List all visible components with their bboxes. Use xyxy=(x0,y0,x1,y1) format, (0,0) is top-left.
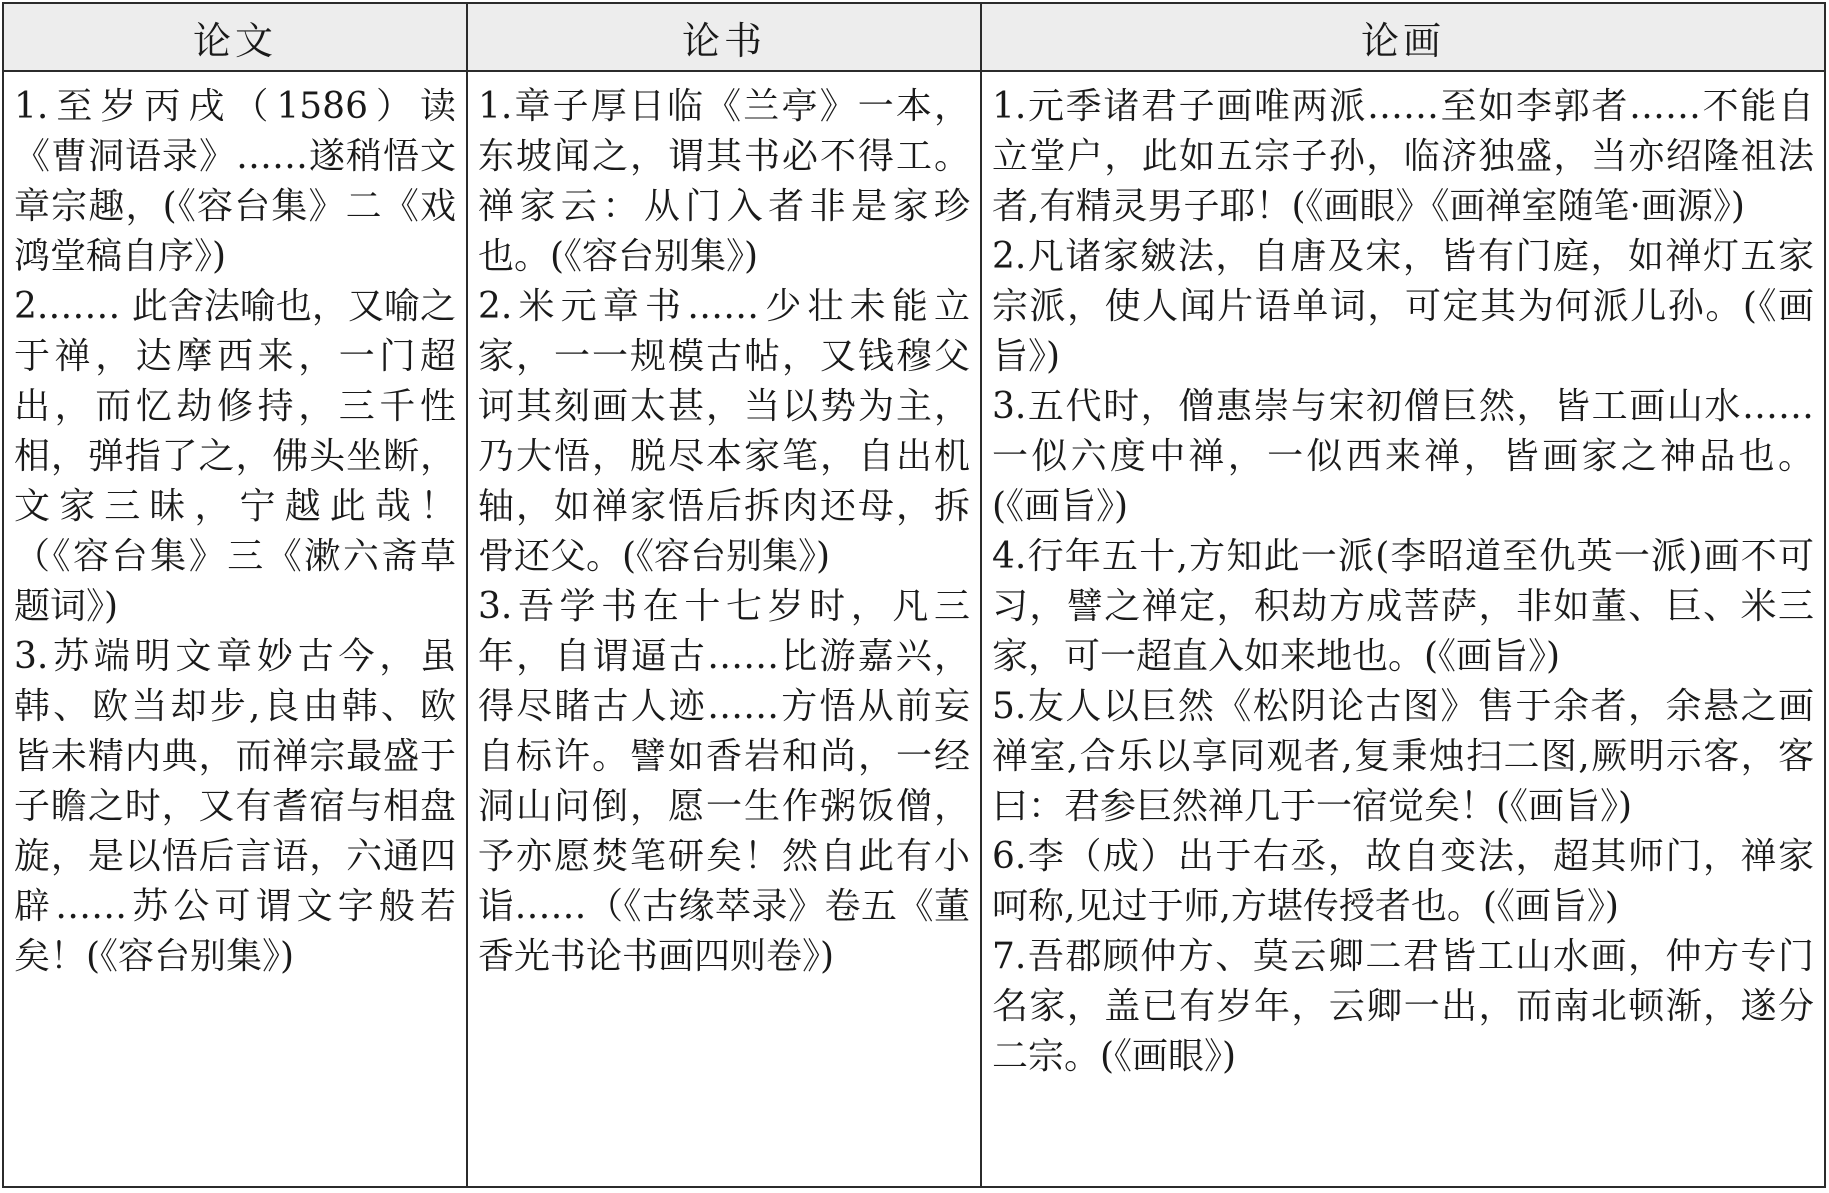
essay-entry-2: 2.…… 此舍法喻也，又喻之于禅，达摩西来，一门超出，而忆劫修持，三千性相，弹指了之，佛头坐断，文家三昧，宁越此哉！（《容台集》三《漱六斋草题词》) xyxy=(14,286,456,627)
painting-entry-7: 7.吾郡顾仲方、莫云卿二君皆工山水画，仲方专门名家，盖已有岁年，云卿一出，而南北顿渐，遂分二宗。(《画眼》) xyxy=(992,936,1814,1077)
comparison-table xyxy=(2,2,1826,1188)
painting-cell xyxy=(981,71,1825,1187)
painting-entry-5: 5.友人以巨然《松阴论古图》售于余者，余悬之画禅室,合乐以享同观者,复秉烛扫二图,厥明示客，客曰：君参巨然禅几于一宿觉矣！(《画旨》) xyxy=(992,686,1814,827)
header-painting: 论画 xyxy=(981,3,1825,71)
painting-entry-1: 1.元季诸君子画唯两派……至如李郭者……不能自立堂户，此如五宗子孙，临济独盛，当亦绍隆祖法者,有精灵男子耶！(《画眼》《画禅室随笔·画源》) xyxy=(992,86,1814,227)
essay-entry-3: 3.苏端明文章妙古今，虽韩、欧当却步,良由韩、欧皆未精内典，而禅宗最盛于子瞻之时，又有耆宿与相盘旋，是以悟后言语，六通四辟……苏公可谓文字般若矣！(《容台别集》) xyxy=(14,636,456,977)
painting-entry-2: 2.凡诸家皴法，自唐及宋，皆有门庭，如禅灯五家宗派，使人闻片语单词，可定其为何派儿孙。(《画旨》) xyxy=(992,236,1814,377)
header-row xyxy=(3,3,1825,71)
calligraphy-entry-2: 2.米元章书……少壮未能立家，一一规模古帖，又钱穆父诃其刻画太甚，当以势为主，乃大悟，脱尽本家笔，自出机轴，如禅家悟后拆肉还母，拆骨还父。(《容台别集》) xyxy=(478,286,970,577)
painting-entry-3: 3.五代时，僧惠崇与宋初僧巨然，皆工画山水……一似六度中禅，一似西来禅，皆画家之神品也。(《画旨》) xyxy=(992,386,1814,527)
content-row xyxy=(3,71,1825,1187)
header-essays: 论文 xyxy=(3,3,467,71)
header-calligraphy: 论书 xyxy=(467,3,981,71)
calligraphy-entry-1: 1.章子厚日临《兰亭》一本，东坡闻之，谓其书必不得工。禅家云：从门入者非是家珍也。(《容台别集》) xyxy=(478,86,970,277)
painting-entry-4: 4.行年五十,方知此一派(李昭道至仇英一派)画不可习，譬之禅定，积劫方成菩萨，非如董、巨、米三家，可一超直入如来地也。(《画旨》) xyxy=(992,536,1814,677)
calligraphy-cell xyxy=(467,71,981,1187)
essays-cell xyxy=(3,71,467,1187)
painting-entry-6: 6.李（成）出于右丞，故自变法，超其师门，禅家呵称,见过于师,方堪传授者也。(《画旨》) xyxy=(992,836,1814,927)
essay-entry-1: 1.至岁丙戌（1586）读《曹洞语录》……遂稍悟文章宗趣，(《容台集》二《戏鸿堂稿自序》) xyxy=(14,86,456,277)
calligraphy-entry-3: 3.吾学书在十七岁时，凡三年，自谓逼古……比游嘉兴，得尽睹古人迹……方悟从前妄自标许。譬如香岩和尚，一经洞山问倒，愿一生作粥饭僧，予亦愿焚笔研矣！然自此有小诣……（《古缘萃录》卷五《董香光书论书画四则卷》) xyxy=(478,586,970,977)
